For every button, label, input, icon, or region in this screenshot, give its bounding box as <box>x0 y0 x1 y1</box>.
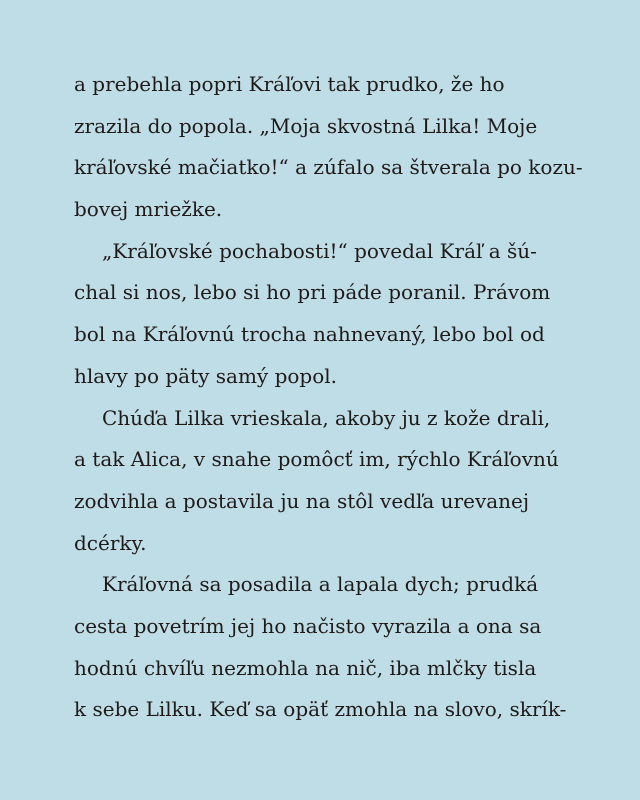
body-text <box>74 64 583 731</box>
text-line: hodnú chvíľu nezmohla na nič, iba mlčky tisla <box>74 655 537 680</box>
text-line: chal si nos, lebo si ho pri páde poranil. Právom <box>74 280 551 305</box>
text-line: a tak Alica, v snahe pomôcť im, rýchlo Kráľovnú <box>74 447 559 472</box>
paragraph-first-line: „Kráľovské pochabosti!“ povedal Kráľ a šú- <box>102 238 537 263</box>
text-line: zrazila do popola. „Moja skvostná Lilka! Moje <box>74 113 538 138</box>
text-line: kráľovské mačiatko!“ a zúfalo sa štverala po kozu- <box>74 155 583 180</box>
text-line: k sebe Lilku. Keď sa opäť zmohla na slovo, skrík- <box>74 697 567 722</box>
paragraph-first-line: Chúďa Lilka vrieskala, akoby ju z kože drali, <box>102 405 551 430</box>
text-line: hlavy po päty samý popol. <box>74 363 338 388</box>
text-line: dcérky. <box>74 530 147 555</box>
text-line: bovej mriežke. <box>74 197 223 222</box>
text-line: cesta povetrím jej ho načisto vyrazila a ona sa <box>74 613 542 638</box>
paragraph-first-line: Kráľovná sa posadila a lapala dych; prudká <box>102 572 539 597</box>
text-line: a prebehla popri Kráľovi tak prudko, že ho <box>74 72 505 96</box>
text-line: bol na Kráľovnú trocha nahnevaný, lebo bol od <box>74 322 545 347</box>
text-line: zodvihla a postavila ju na stôl vedľa urevanej <box>74 488 530 513</box>
